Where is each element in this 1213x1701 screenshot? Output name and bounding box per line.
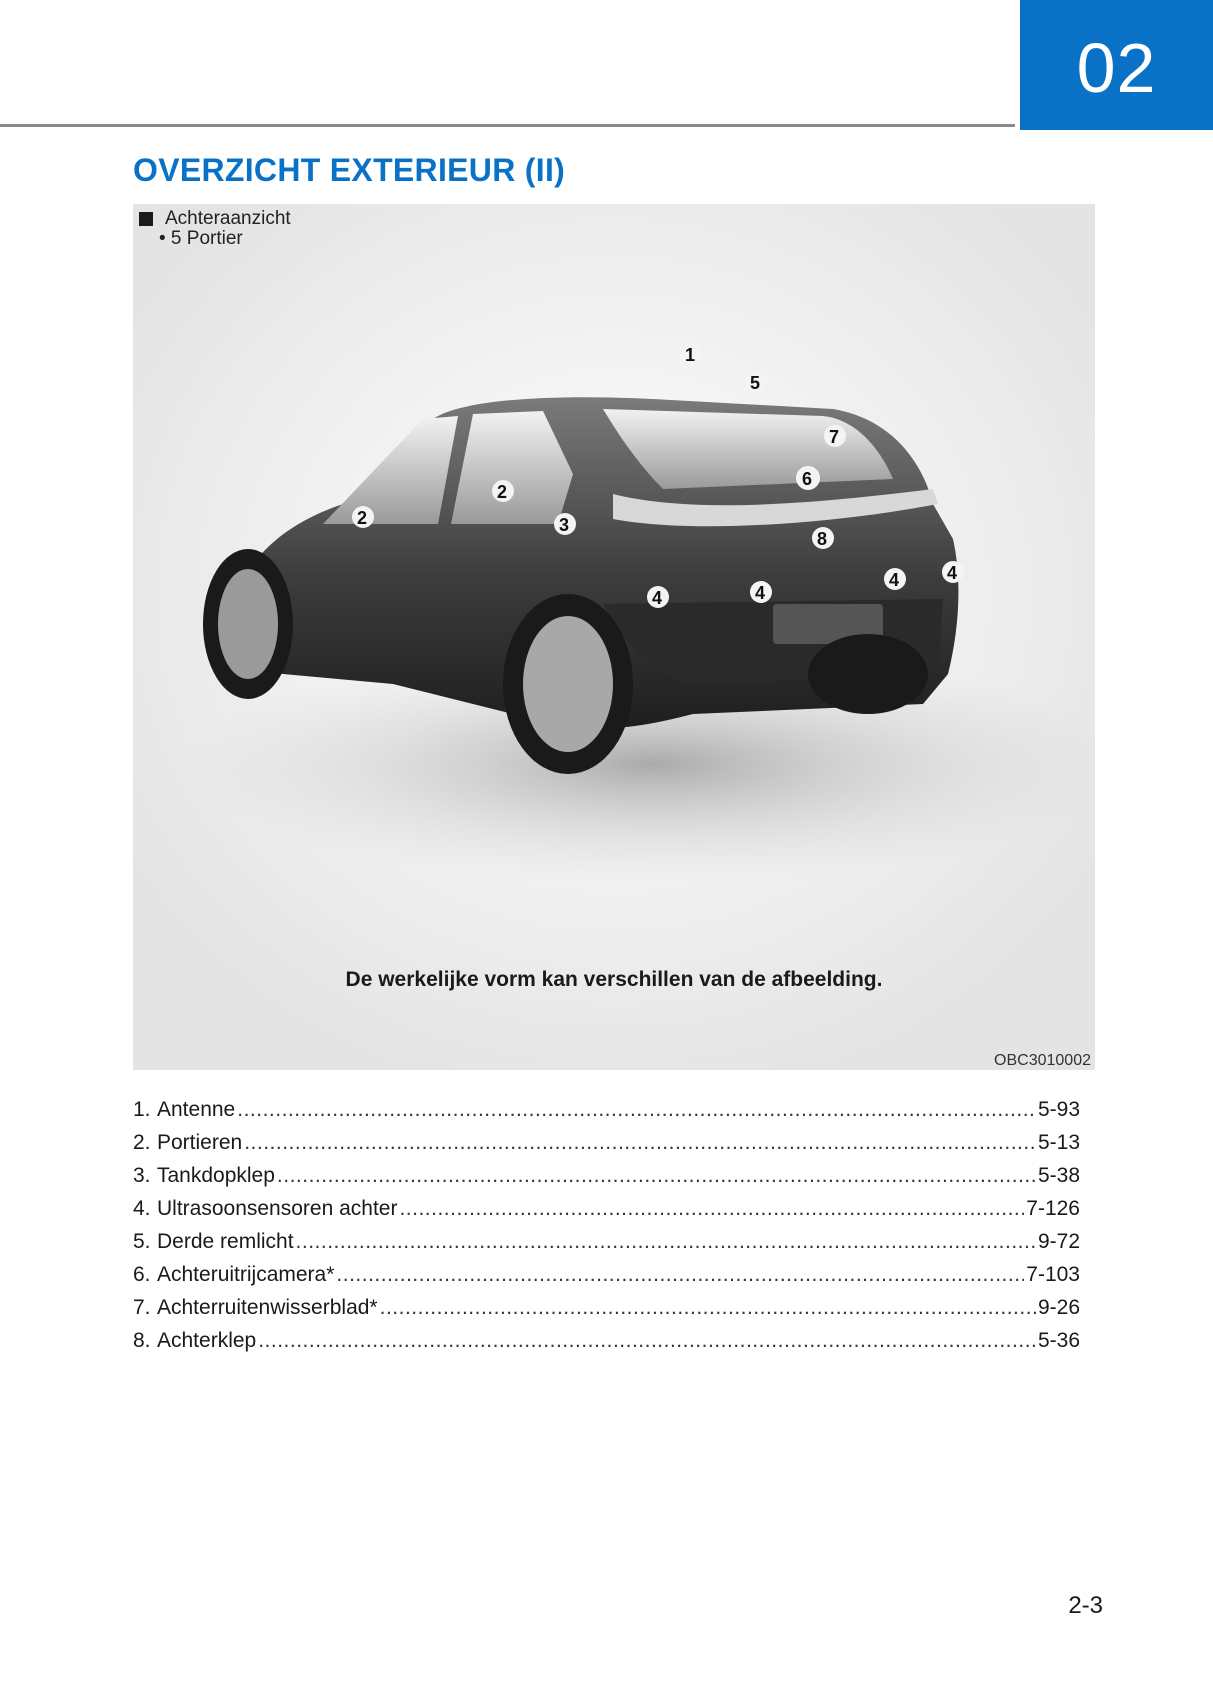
svg-text:3: 3 — [559, 515, 570, 535]
item-label: Derde remlicht — [157, 1230, 294, 1253]
figure-heading-text: Achteraanzicht — [165, 208, 291, 229]
list-item: 1. Antenne ..... 5-93 — [133, 1098, 1080, 1131]
svg-text:5: 5 — [750, 373, 761, 393]
car-rear-illustration — [133, 204, 1095, 1070]
callout-2b — [352, 506, 374, 528]
figure-heading — [139, 208, 291, 230]
item-label: Achterruitenwisserblad* — [157, 1296, 378, 1319]
item-page: 5-13 — [1037, 1131, 1080, 1154]
item-page: 7-126 — [1026, 1197, 1080, 1220]
list-item: 5. Derde remlicht ..... 9-72 — [133, 1230, 1080, 1263]
list-item: 2. Portieren ..... 5-13 — [133, 1131, 1080, 1164]
item-label: Portieren — [157, 1131, 243, 1154]
callout-2a — [492, 480, 514, 502]
svg-text:4: 4 — [947, 563, 958, 583]
svg-text:6: 6 — [802, 469, 813, 489]
page-title: OVERZICHT EXTERIEUR (II) — [133, 152, 566, 188]
header-rule — [0, 124, 1015, 127]
item-label: Tankdopklep — [157, 1164, 275, 1187]
list-item: 3. Tankdopklep ..... 5-38 — [133, 1164, 1080, 1197]
page-number: 2-3 — [1068, 1592, 1103, 1619]
callout-7 — [824, 425, 846, 447]
list-item: 6. Achteruitrijcamera* ..... 7-103 — [133, 1263, 1080, 1296]
square-bullet-icon — [139, 212, 153, 226]
svg-text:4: 4 — [889, 570, 900, 590]
callout-3 — [554, 513, 576, 535]
item-page: 5-93 — [1037, 1098, 1080, 1121]
chapter-tab: 02 — [1020, 0, 1213, 130]
svg-text:7: 7 — [829, 427, 840, 447]
svg-text:4: 4 — [755, 583, 766, 603]
callout-6 — [796, 466, 820, 490]
list-item: 8. Achterklep ..... 5-36 — [133, 1329, 1080, 1362]
callout-1 — [680, 343, 702, 365]
component-list — [133, 1098, 1080, 1362]
leader-dots — [237, 1098, 1036, 1122]
leader-dots — [258, 1329, 1036, 1353]
svg-text:8: 8 — [817, 529, 828, 549]
leader-dots — [399, 1197, 1024, 1221]
figure-caption: De werkelijke vorm kan verschillen van de afbeelding. — [345, 968, 883, 991]
item-label: Ultrasoonsensoren achter — [157, 1197, 398, 1220]
leader-dots — [244, 1131, 1036, 1155]
callout-4a — [647, 586, 669, 608]
callout-4d — [942, 561, 964, 583]
leader-dots — [380, 1296, 1036, 1320]
callout-8 — [812, 527, 834, 549]
item-page: 5-38 — [1037, 1164, 1080, 1187]
item-page: 9-26 — [1037, 1296, 1080, 1319]
svg-text:2: 2 — [357, 508, 368, 528]
callout-5 — [745, 371, 767, 393]
callout-4b — [750, 581, 772, 603]
svg-text:1: 1 — [685, 345, 696, 365]
item-page: 5-36 — [1037, 1329, 1080, 1352]
item-label: Antenne — [157, 1098, 236, 1121]
list-item: 4. Ultrasoonsensoren achter ..... 7-126 — [133, 1197, 1080, 1230]
figure-subheading: • 5 Portier — [159, 228, 243, 249]
callout-4c — [884, 568, 906, 590]
leader-dots — [336, 1263, 1024, 1287]
item-page: 7-103 — [1026, 1263, 1080, 1286]
item-page: 9-72 — [1037, 1230, 1080, 1253]
figure-code: OBC3010002 — [994, 1052, 1091, 1069]
item-label: Achterklep — [157, 1329, 257, 1352]
rear-view-figure — [133, 204, 1095, 1070]
svg-text:4: 4 — [652, 588, 663, 608]
leader-dots — [277, 1164, 1036, 1188]
item-label: Achteruitrijcamera* — [157, 1263, 335, 1286]
list-item: 7. Achterruitenwisserblad* ..... 9-26 — [133, 1296, 1080, 1329]
leader-dots — [296, 1230, 1036, 1254]
svg-text:2: 2 — [497, 482, 508, 502]
